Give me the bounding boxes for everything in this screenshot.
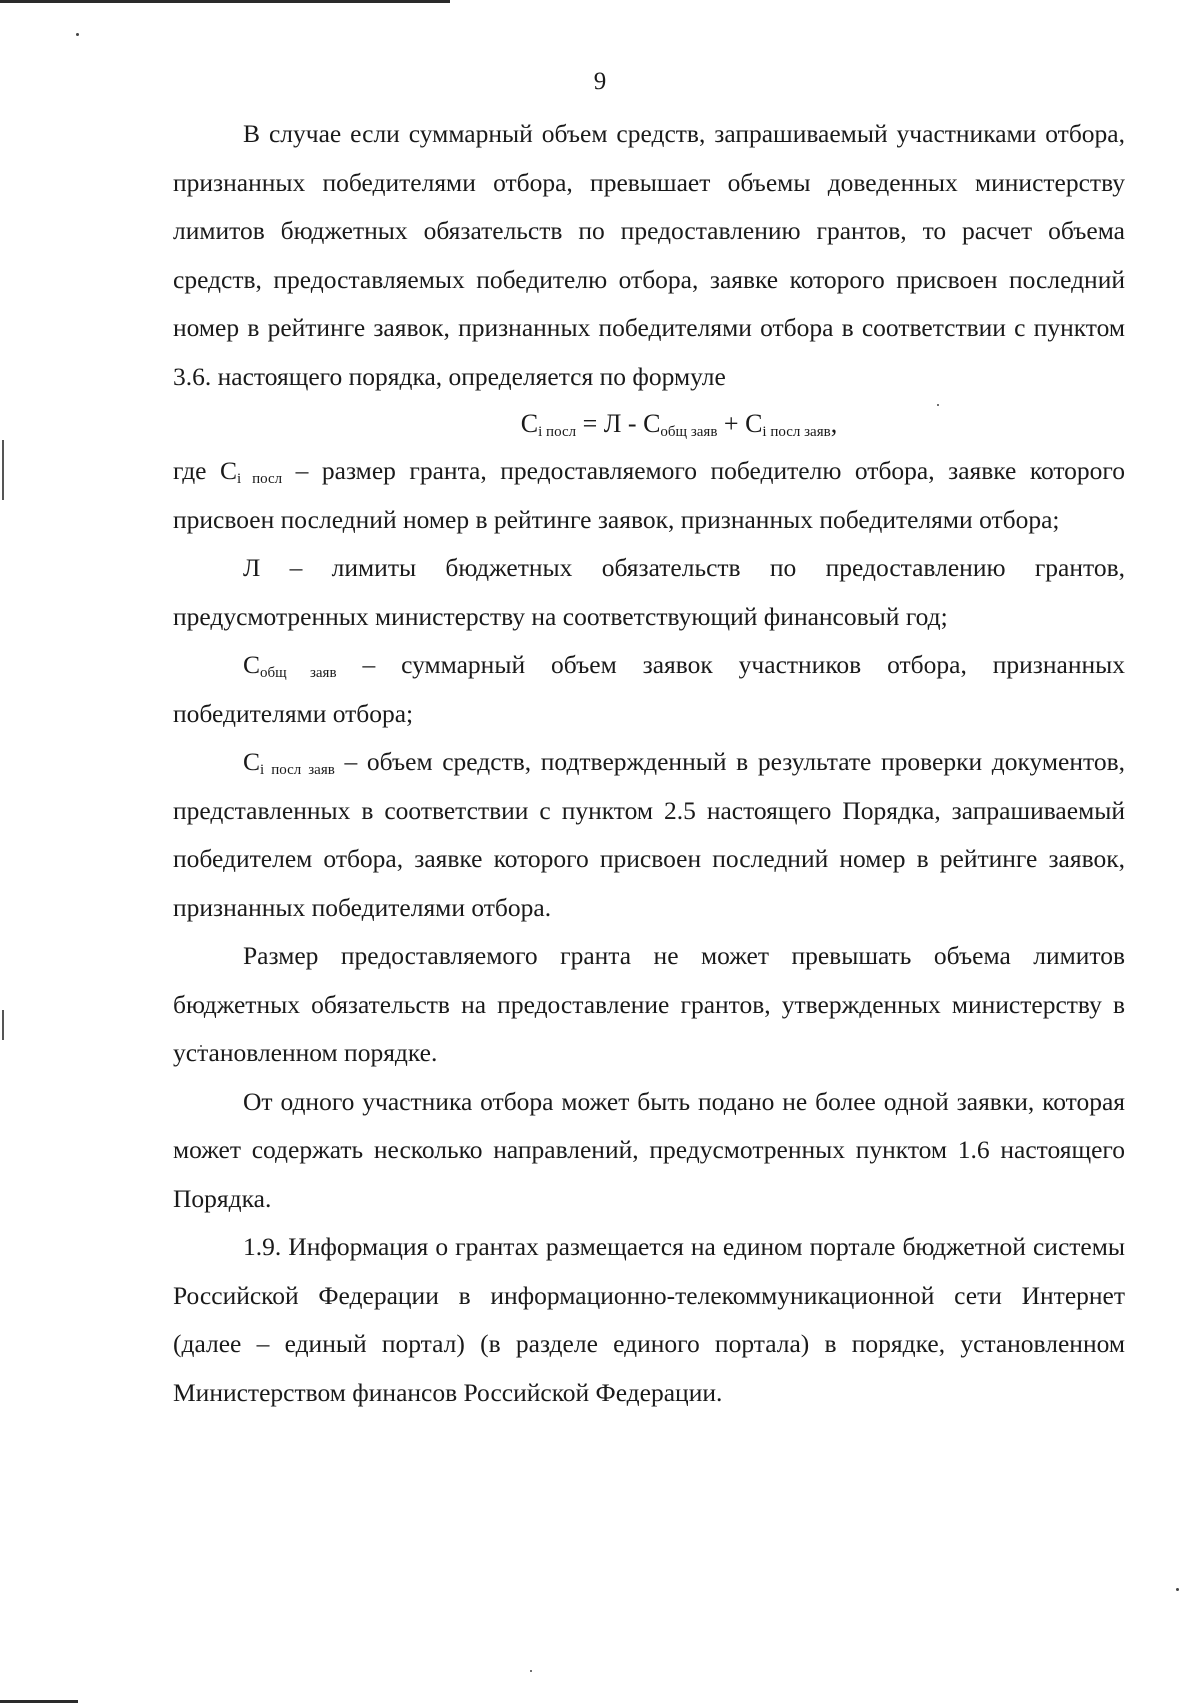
formula-mid-sub: общ заяв [660,424,718,440]
scan-edge-mark [2,440,4,500]
formula-eq: = Л - [576,409,644,438]
term-symbol: C [243,650,261,679]
term-c-last [243,747,335,776]
definition-text: – размер гранта, предоставляемого победителю отбора, заявке которого присвоен последний номер в рейтинге заявок, признанных победителями отбора; [173,456,1126,534]
definition-text: – суммарный объем заявок участников отбора, признанных победителями отбора; [173,650,1125,728]
term-symbol: C [220,456,238,485]
scan-edge-mark [2,1010,4,1040]
scan-speck [76,33,79,36]
term-sub: общ заяв [260,665,337,681]
where-prefix: где [173,456,220,485]
body-text [173,110,1125,1417]
paragraph-grant-size-limit: Размер предоставляемого гранта не может превышать объема лимитов бюджетных обязательств на предоставление грантов, утвержденных министерству в установленном порядке. [173,941,1125,1067]
definition-c-last-application [173,738,1125,932]
definition-text: – объем средств, подтвержденный в результате проверки документов, представленных в соответствии с пунктом 2.5 настоящего Порядка, запрашиваемый победителем отбора, заявке которого присвоен последний номер в рейтинге заявок, признанных победителями отбора. [173,747,1125,922]
formula-rhs-sub: i посл заяв [762,424,831,440]
term-c-total [243,650,337,679]
formula-mid: C [643,409,661,438]
page-number: 9 [593,68,607,95]
formula-rhs: C [745,409,763,438]
formula-plus: + [717,409,746,438]
scan-border-bottom [0,1700,78,1703]
definition-c-i-posl [173,447,1125,544]
formula-end: , [830,409,838,438]
scan-border-top [0,0,450,3]
formula-lhs: C [520,409,539,438]
term-symbol: C [243,747,261,776]
definition-limit: Л – лимиты бюджетных обязательств по предоставлению грантов, предусмотренных министерству на соответствующий финансовый год; [173,553,1125,631]
term-sub: i посл [237,471,283,487]
paragraph-budget-excess: В случае если суммарный объем средств, запрашиваемый участниками отбора, признанных победителями отбора, превышает объемы доведенных министерству лимитов бюджетных обязательств по предоставлению грантов, то расчет объема средств, предоставляемых победителю отбора, заявке которого присвоен последний номер в рейтинге заявок, признанных победителями отбора в соответствии с пунктом 3.6. настоящего порядка, определяется по формуле [173,119,1125,391]
paragraph-one-application: От одного участника отбора может быть подано не более одной заявки, которая может содержать несколько направлений, предусмотренных пунктом 1.6 настоящего Порядка. [173,1086,1125,1213]
definition-c-total [173,641,1125,738]
term-sub: i посл заяв [260,762,335,778]
formula-lhs-sub: i посл [538,424,577,440]
scan-speck [1176,1588,1179,1591]
scan-speck [530,1670,532,1672]
formula [173,401,1125,447]
paragraph-1-9-portal: 1.9. Информация о грантах размещается на едином портале бюджетной системы Российской Федерации в информационно-телекоммуникационной сети Интернет (далее – единый портал) (в разделе единого портала) в порядке, установленном Министерством финансов Российской Федерации. [173,1232,1125,1407]
term-c-i-posl [220,456,282,485]
